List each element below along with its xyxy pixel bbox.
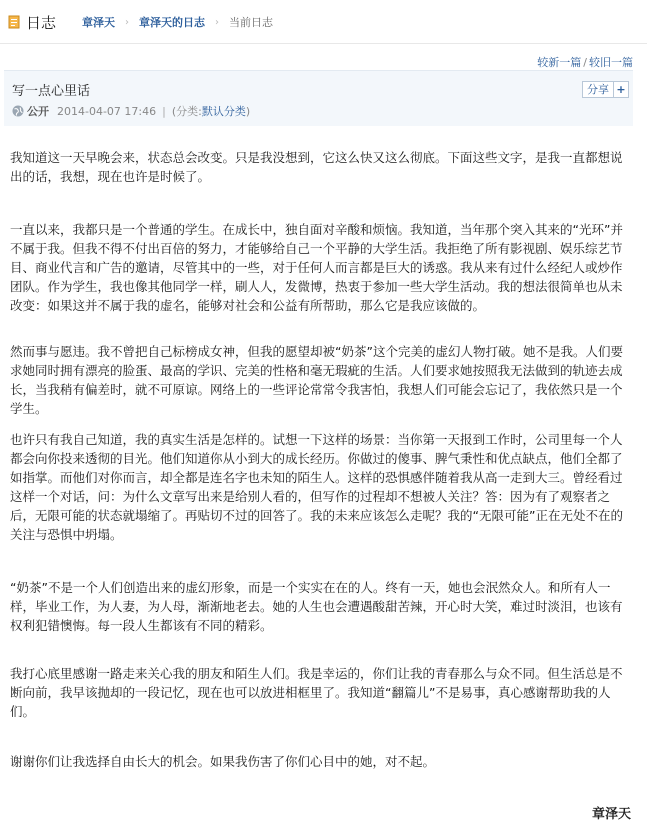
post-paragraph: 然而事与愿违。我不曾把自己标榜成女神，但我的愿望却被“奶茶”这个完美的虚幻人物打破。她不是我。人们要求她同时拥有漂亮的脸蛋、最高的学识、完美的性格和毫无瑕疵的生活。人们要求她按照我无法做到的轨迹去成长，当我稍有偏差时，就不可原谅。网络上的一些评论常常令我害怕，我想人们可能会忘记了，我依然只是一个学生。 xyxy=(10,344,623,416)
blog-icon xyxy=(8,15,20,29)
breadcrumb-separator-icon: › xyxy=(125,16,130,28)
share-label[interactable]: 分享 xyxy=(583,82,614,97)
signature: 章泽天 xyxy=(591,807,631,822)
post-paragraph: 一直以来，我都只是一个普通的学生。在成长中，独自面对辛酸和烦恼。我知道，当年那个突入其来的“光环”并不属于我。但我不得不付出百倍的努力，才能够给自己一个平静的大学生活。我拒绝了所有影视剧、娱乐综艺节目、商业代言和广告的邀请，尽管其中的一些，对于任何人而言都是巨大的诱惑。我从来有过什么经纪人或炒作团队。作为学生，我也像其他同学一样，刷人人，发微博，热衷于参加一些大学生活动。我的想法很简单也从未改变：如果这并不属于我的虚名，能够对社会和公益有所帮助，那么它是我应该做的。 xyxy=(10,222,623,313)
app-title: 日志 xyxy=(26,13,57,32)
post-title: 写一点心里话 xyxy=(12,84,91,99)
category-link[interactable]: 默认分类 xyxy=(201,105,246,118)
breadcrumb-separator-icon: › xyxy=(215,16,220,28)
privacy-label: 公开 xyxy=(27,105,49,118)
category-open: (分类: xyxy=(171,105,202,118)
post-paragraph: 谢谢你们让我选择自由长大的机会。如果我伤害了你们心目中的她，对不起。 xyxy=(10,754,436,769)
post-paragraph: 我打心底里感谢一路走来关心我的朋友和陌生人们。我是幸运的，你们让我的青春那么与众不同。但生活总是不断向前，我早该抛却的一段记忆，现在也可以放进相框里了。我知道“翻篇儿”不是易事，真心感谢帮助我的人们。 xyxy=(10,666,623,719)
older-post-link[interactable]: 较旧一篇 xyxy=(589,56,633,69)
post-datetime: 2014-04-07 17:46 xyxy=(57,104,157,118)
plus-icon[interactable]: + xyxy=(616,83,626,96)
newer-post-link[interactable]: 较新一篇 xyxy=(537,56,582,69)
app-header xyxy=(0,0,647,44)
nav-separator: / xyxy=(583,56,587,69)
meta-divider: | xyxy=(162,104,166,118)
header-divider xyxy=(0,43,647,44)
globe-icon xyxy=(12,105,24,117)
share-button[interactable] xyxy=(582,81,629,98)
post-paragraph: “奶茶”不是一个人们创造出来的虚幻形象，而是一个实实在在的人。终有一天，她也会泯然众人。和所有人一样，毕业工作，为人妻，为人母，渐渐地老去。她的人生也会遭遇酸甜苦辣，开心时大笑，难过时淡泪，也该有权利犯错懊悔。每一段人生都该有不同的精彩。 xyxy=(10,580,623,633)
breadcrumb-blog[interactable]: 章泽天的日志 xyxy=(139,16,206,29)
post-paragraph: 我知道这一天早晚会来，状态总会改变。只是我没想到，它这么快又这么彻底。下面这些文字，是我一直都想说出的话，我想，现在也许是时候了。 xyxy=(10,150,623,184)
post-header xyxy=(4,70,633,126)
breadcrumb-user[interactable]: 章泽天 xyxy=(82,16,116,29)
post-meta xyxy=(12,103,250,119)
category-close: ) xyxy=(245,104,251,118)
post-paragraph: 也许只有我自己知道，我的真实生活是怎样的。试想一下这样的场景：当你第一天报到工作时，公司里每一个人都会向你投来透彻的目光。他们知道你从小到大的成长经历。你做过的傻事、脾气秉性和优点缺点，他们全都了如指掌。而他们对你而言，却全都是连名字也未知的陌生人。这样的恐惧感伴随着我从高一走到大三。曾经看过这样一个对话，问：为什么文章写出来是给别人看的，但写作的过程却不想被人关注？答：因为有了观察者之后，无限可能的状态就塌缩了。再贴切不过的回答了。我的未来应该怎么走呢？我的“无限可能”正在无处不在的关注与恐惧中坍塌。 xyxy=(10,432,623,542)
breadcrumb-current: 当前日志 xyxy=(229,16,274,29)
post-navigation xyxy=(537,54,633,70)
